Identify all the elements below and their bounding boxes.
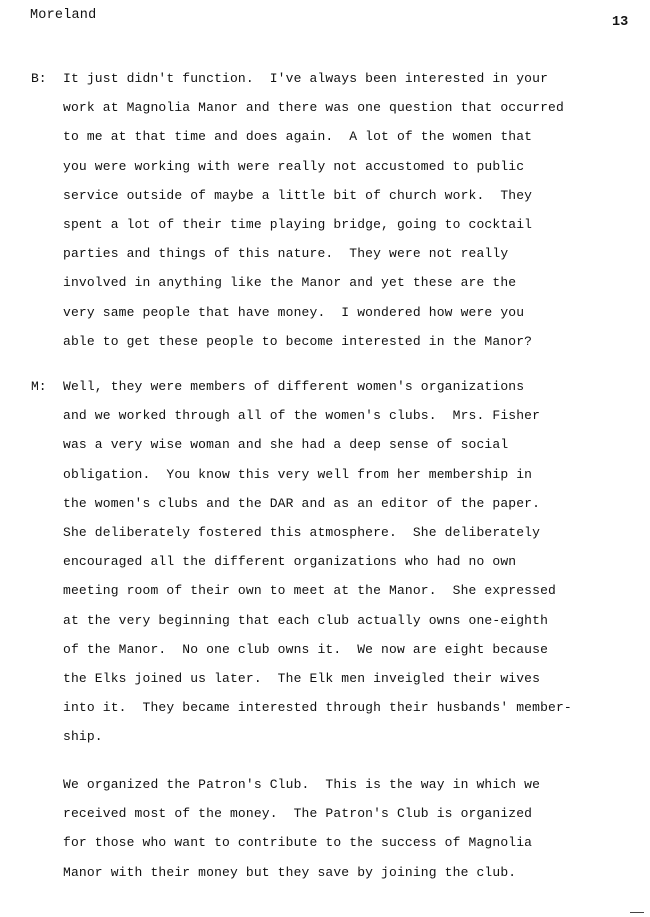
text-line: the women's clubs and the DAR and as an editor of the paper. [63,495,541,511]
speaker-label: B: [31,71,47,86]
text-line: spent a lot of their time playing bridge, going to cocktail [63,217,533,232]
text-line: Well, they were members of different women's organizations [63,379,525,394]
text-line: you were working with were really not accustomed to public [63,158,525,174]
page-edge-mark [630,912,644,913]
text-line: for those who want to contribute to the success of Magnolia [63,835,533,851]
text-line: and we worked through all of the women's clubs. Mrs. Fisher [63,408,541,424]
text-line: of the Manor. No one club owns it. We now are eight because [63,641,549,657]
page-number: 13 [612,15,629,30]
text-line: encouraged all the different organizations who had no own [63,554,517,570]
text-line: meeting room of their own to meet at the Manor. She expressed [63,583,556,599]
text-line: involved in anything like the Manor and yet these are the [63,275,517,291]
text-line: She deliberately fostered this atmosphere. She deliberately [63,525,541,540]
text-line: service outside of maybe a little bit of church work. They [63,187,533,203]
text-line: able to get these people to become interested in the Manor? [63,333,533,349]
text-line: at the very beginning that each club actually owns one-eighth [63,612,549,628]
text-line: very same people that have money. I wondered how were you [63,304,525,320]
text-line: the Elks joined us later. The Elk men inveigled their wives [63,671,541,686]
text-line: into it. They became interested through their husbands' member- [63,700,572,716]
text-line: obligation. You know this very well from her membership in [63,466,533,482]
text-line: It just didn't function. I've always been interested in your [63,71,549,86]
text-line: ship. [63,729,103,745]
text-line: to me at that time and does again. A lot of the women that [63,129,533,145]
text-line: work at Magnolia Manor and there was one question that occurred [63,100,564,116]
speaker-label: M: [31,379,47,394]
text-line: parties and things of this nature. They were not really [63,246,509,262]
text-line: Manor with their money but they save by joining the club. [63,864,517,880]
text-line: received most of the money. The Patron's Club is organized [63,806,533,822]
text-line: We organized the Patron's Club. This is the way in which we [63,777,541,792]
text-line: was a very wise woman and she had a deep sense of social [63,437,509,453]
header-name: Moreland [30,8,97,23]
